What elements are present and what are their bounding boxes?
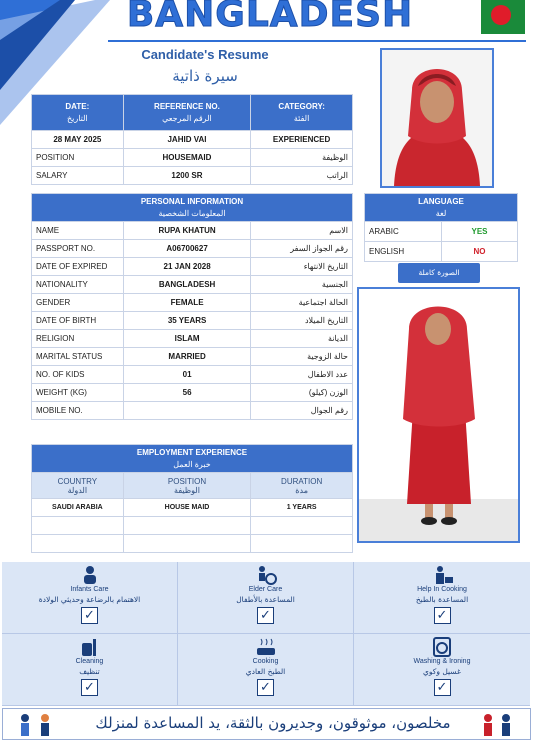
personal-value: 56: [123, 384, 251, 402]
summary-table: [31, 94, 353, 185]
personal-value: 35 YEARS: [123, 312, 251, 330]
personal-label-en: GENDER: [32, 294, 124, 312]
country-title: BANGLADESH: [126, 0, 414, 35]
elder-care-check: ✓: [257, 607, 274, 624]
date-value: 28 MAY 2025: [32, 131, 124, 149]
personal-row: [32, 276, 353, 294]
personal-value: A06700627: [123, 240, 251, 258]
personal-label-en: MARITAL STATUS: [32, 348, 124, 366]
washing-machine-icon: [430, 637, 454, 657]
personal-row: [32, 258, 353, 276]
portrait-figure-icon: [382, 50, 492, 186]
category-header: CATEGORY: الفئة: [251, 95, 353, 131]
employment-header: EMPLOYMENT EXPERIENCE خبرة العمل: [32, 445, 353, 473]
cleaning-icon: [78, 637, 102, 657]
portrait-photo: [380, 48, 494, 188]
personal-value: 21 JAN 2028: [123, 258, 251, 276]
personal-value: RUPA KHATUN: [123, 222, 251, 240]
infants-care-check: ✓: [81, 607, 98, 624]
cooking-help-icon: [430, 565, 454, 585]
personal-label-en: WEIGHT (KG): [32, 384, 124, 402]
cleaning-staff-icon: [13, 712, 63, 738]
personal-row: [32, 330, 353, 348]
personal-label-en: RELIGION: [32, 330, 124, 348]
elder-care-icon: [254, 565, 278, 585]
service-cleaning: Cleaning تنظيف ✓: [2, 634, 178, 706]
personal-row: [32, 366, 353, 384]
date-header: DATE: التاريخ: [32, 95, 124, 131]
personal-label-en: MOBILE NO.: [32, 402, 124, 420]
personal-label-en: PASSPORT NO.: [32, 240, 124, 258]
personal-label-ar: الحالة اجتماعية: [251, 294, 353, 312]
employment-table: [31, 444, 353, 553]
language-table: [364, 193, 518, 262]
service-elder-care: Elder Care المساعدة بالأطفال ✓: [178, 562, 354, 634]
col-position: POSITION الوظيفة: [123, 473, 251, 499]
personal-value: FEMALE: [123, 294, 251, 312]
full-photo-label: الصورة كاملة: [398, 263, 480, 283]
employment-row-empty: [32, 535, 353, 553]
personal-label-en: DATE OF EXPIRED: [32, 258, 124, 276]
personal-row: [32, 294, 353, 312]
language-header: LANGUAGE لغة: [365, 194, 518, 222]
personal-row: [32, 312, 353, 330]
cooking-pot-icon: [254, 637, 278, 657]
resume-title-en: Candidate's Resume: [141, 47, 269, 62]
footer-banner: [2, 708, 531, 740]
salary-row: SALARY 1200 SR الراتب: [32, 167, 353, 185]
footer-slogan: مخلصون، موثوقون، وجديرون بالثقة، يد المساعدة لمنزلك: [95, 714, 451, 732]
position-row: POSITION HOUSEMAID الوظيفة: [32, 149, 353, 167]
personal-value: 01: [123, 366, 251, 384]
personal-row: [32, 240, 353, 258]
personal-label-en: NAME: [32, 222, 124, 240]
services-grid: [2, 562, 531, 706]
personal-value: [123, 402, 251, 420]
reference-value: JAHID VAI: [123, 131, 251, 149]
col-duration: DURATION مدة: [251, 473, 353, 499]
personal-label-en: NO. OF KIDS: [32, 366, 124, 384]
personal-label-en: DATE OF BIRTH: [32, 312, 124, 330]
service-washing-ironing: Washing & Ironing غسيل وكوي ✓: [354, 634, 530, 706]
personal-label-ar: عدد الاطفال: [251, 366, 353, 384]
household-staff-icon: [476, 712, 520, 738]
employment-row: SAUDI ARABIA HOUSE MAID 1 YEARS: [32, 499, 353, 517]
personal-label-ar: الديانة: [251, 330, 353, 348]
resume-title-ar: سيرة ذاتية: [172, 67, 238, 85]
personal-label-ar: رقم الجواز السفر: [251, 240, 353, 258]
personal-row: [32, 402, 353, 420]
full-body-figure-icon: [359, 289, 518, 541]
category-value: EXPERIENCED: [251, 131, 353, 149]
personal-info-table: [31, 193, 353, 420]
personal-label-ar: الجنسية: [251, 276, 353, 294]
personal-value: ISLAM: [123, 330, 251, 348]
service-cooking: Cooking الطبخ العادي ✓: [178, 634, 354, 706]
personal-label-en: NATIONALITY: [32, 276, 124, 294]
washing-ironing-check: ✓: [434, 679, 451, 696]
personal-value: BANGLADESH: [123, 276, 251, 294]
reference-header: REFERENCE NO. الرقم المرجعي: [123, 95, 251, 131]
personal-label-ar: الاسم: [251, 222, 353, 240]
cooking-check: ✓: [257, 679, 274, 696]
employment-row-empty: [32, 517, 353, 535]
full-body-photo: [357, 287, 520, 543]
bangladesh-flag-icon: [481, 0, 525, 34]
personal-row: [32, 222, 353, 240]
cleaning-check: ✓: [81, 679, 98, 696]
personal-row: [32, 348, 353, 366]
personal-row: [32, 384, 353, 402]
help-cooking-check: ✓: [434, 607, 451, 624]
service-infants-care: Infants Care الاهتمام بالرضاعة وحديثي الولادة ✓: [2, 562, 178, 634]
personal-info-header: PERSONAL INFORMATION المعلومات الشخصية: [32, 194, 353, 222]
service-help-cooking: Help In Cooking المساعدة بالطبخ ✓: [354, 562, 530, 634]
personal-label-ar: التاريخ الميلاد: [251, 312, 353, 330]
language-row-english: ENGLISH NO: [365, 242, 518, 262]
personal-value: MARRIED: [123, 348, 251, 366]
language-row-arabic: ARABIC YES: [365, 222, 518, 242]
title-underline: [108, 40, 526, 42]
col-country: COUNTRY الدولة: [32, 473, 124, 499]
personal-label-ar: الوزن (كيلو): [251, 384, 353, 402]
personal-label-ar: حالة الزوجية: [251, 348, 353, 366]
personal-label-ar: رقم الجوال: [251, 402, 353, 420]
baby-icon: [78, 565, 102, 585]
personal-label-ar: التاريخ الانتهاء: [251, 258, 353, 276]
